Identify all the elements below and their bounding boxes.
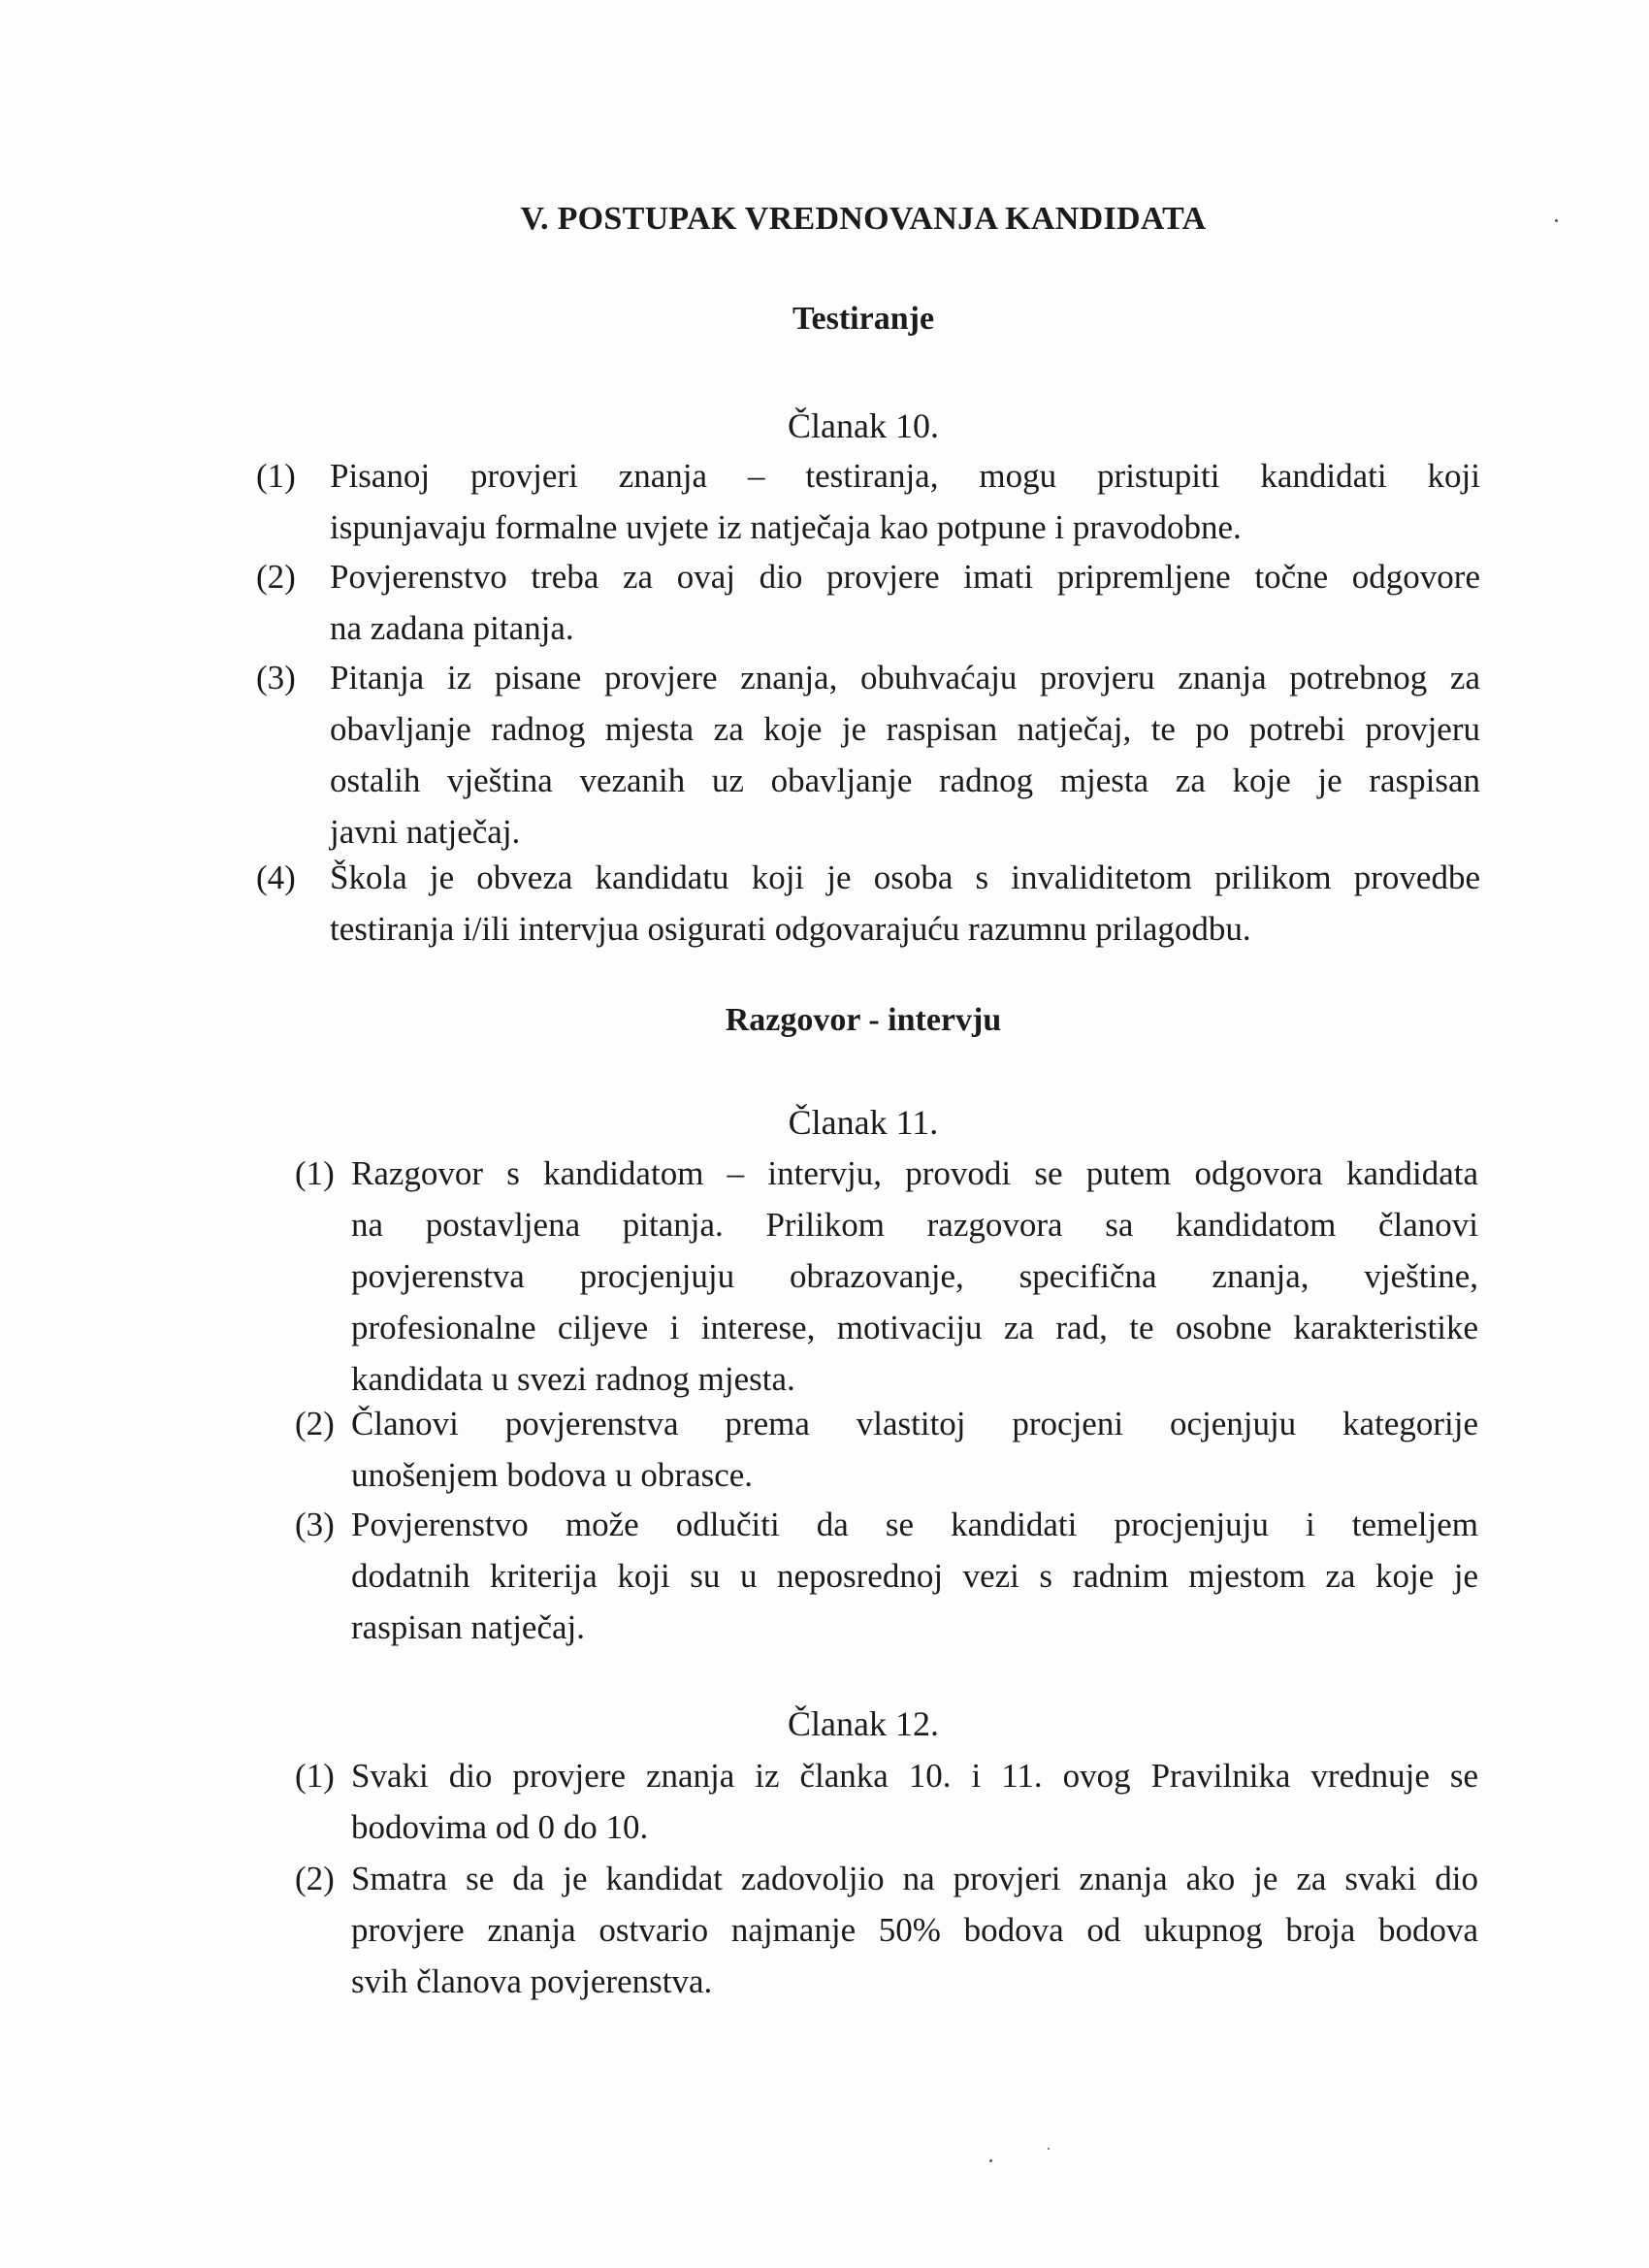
item-line: Povjerenstvo treba za ovaj dio provjere imati pripremljene točne odgovore [330,558,1480,596]
list-item [330,551,1480,654]
item-number: (3) [295,1506,335,1543]
list-item [330,450,1480,553]
item-line: na zadana pitanja. [330,609,574,647]
item-line: ostalih vještina vezanih uz obavljanje radnog mjesta za koje je raspisan [330,761,1480,799]
item-line: dodatnih kriterija koji su u neposrednoj vezi s radnim mjestom za koje je [351,1557,1478,1595]
item-number: (2) [295,1405,335,1442]
scan-speck [1555,219,1558,222]
item-line: provjere znanja ostvario najmanje 50% bodova od ukupnog broja bodova [351,1911,1478,1949]
item-number: (1) [256,457,296,495]
scan-speck [1048,2148,1050,2150]
item-number: (2) [295,1860,335,1897]
list-item [351,1853,1478,2007]
item-line: Škola je obveza kandidatu koji je osoba s invaliditetom prilikom provedbe [330,859,1480,896]
item-line: ispunjavaju formalne uvjete iz natječaja kao potpune i pravodobne. [330,508,1242,546]
item-line: Članovi povjerenstva prema vlastitoj procjeni ocjenjuju kategorije [351,1405,1478,1442]
article-label-12: Članak 12. [788,1704,939,1743]
item-line: obavljanje radnog mjesta za koje je raspisan natječaj, te po potrebi provjeru [330,710,1480,748]
item-number: (4) [256,859,296,896]
section-title-razgovor: Razgovor - intervju [725,1002,1002,1038]
item-number: (1) [295,1757,335,1795]
item-line: Svaki dio provjere znanja iz članka 10. i 11. ovog Pravilnika vrednuje se [351,1757,1478,1795]
item-number: (1) [295,1154,335,1192]
section-title-testiranje: Testiranje [792,301,935,337]
list-item [351,1750,1478,1853]
item-line: Smatra se da je kandidat zadovoljio na provjeri znanja ako je za svaki dio [351,1860,1478,1897]
item-line: bodovima od 0 do 10. [351,1808,649,1846]
item-number: (2) [256,558,296,596]
scan-speck [989,2159,992,2162]
item-line: na postavljena pitanja. Prilikom razgovora sa kandidatom članovi [351,1206,1478,1244]
item-line: Pisanoj provjeri znanja – testiranja, mogu pristupiti kandidati koji [330,457,1480,495]
list-item [351,1148,1478,1405]
list-item [330,852,1480,955]
item-line: svih članova povjerenstva. [351,1962,713,2000]
item-line: Razgovor s kandidatom – intervju, provodi se putem odgovora kandidata [351,1154,1478,1192]
item-line: profesionalne ciljeve i interese, motivaciju za rad, te osobne karakteristike [351,1309,1478,1346]
article-label-11: Članak 11. [788,1103,939,1142]
article-label-10: Članak 10. [788,406,939,445]
item-line: kandidata u svezi radnog mjesta. [351,1360,795,1398]
list-item [330,652,1480,858]
item-line: povjerenstva procjenjuju obrazovanje, specifična znanja, vještine, [351,1257,1478,1295]
list-item [351,1499,1478,1653]
item-line: Povjerenstvo može odlučiti da se kandidati procjenjuju i temeljem [351,1506,1478,1543]
list-item [351,1398,1478,1501]
item-number: (3) [256,659,296,697]
item-line: raspisan natječaj. [351,1608,586,1646]
item-line: testiranja i/ili intervjua osigurati odgovarajuću razumnu prilagodbu. [330,910,1251,948]
item-line: unošenjem bodova u obrasce. [351,1456,754,1494]
item-line: javni natječaj. [330,813,521,851]
item-line: Pitanja iz pisane provjere znanja, obuhvaćaju provjeru znanja potrebnog za [330,659,1480,697]
page-heading: V. POSTUPAK VREDNOVANJA KANDIDATA [520,201,1207,237]
